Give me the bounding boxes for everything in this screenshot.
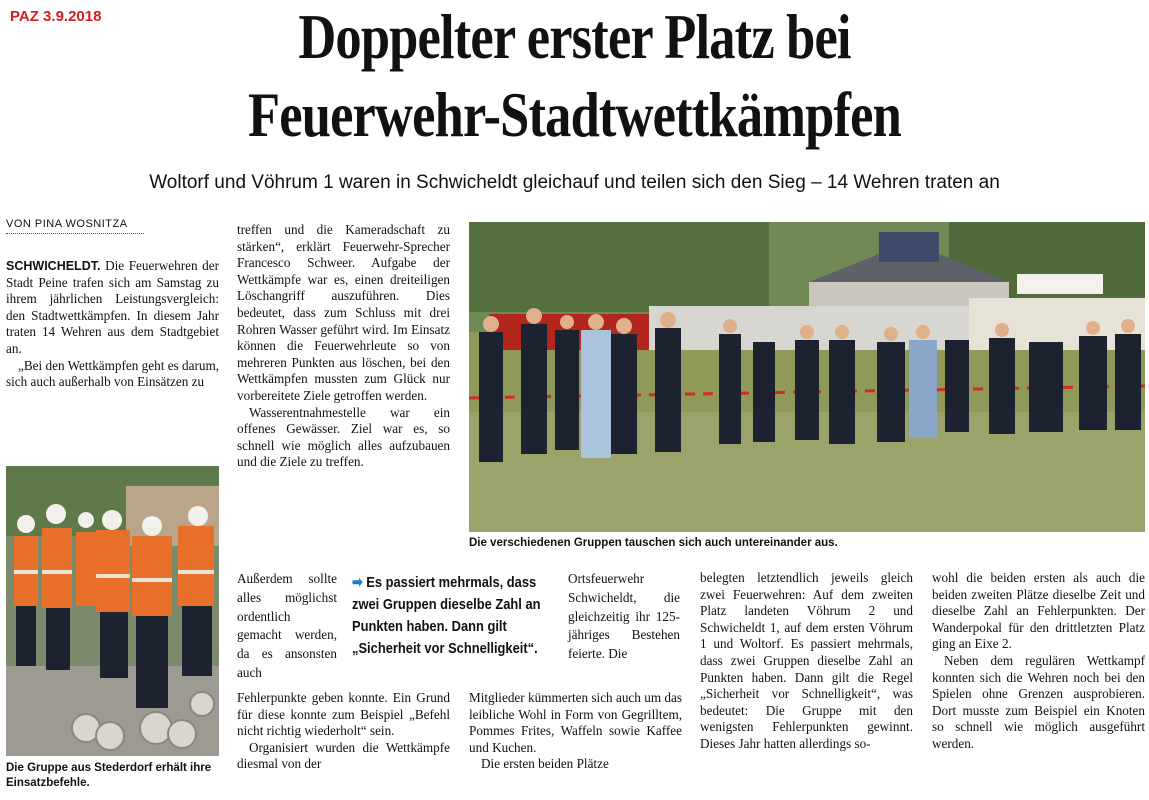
- pull-quote: [352, 572, 567, 660]
- col2-paragraph-1: treffen und die Kameradschaft zu stärken“, erklärt Feuerwehr-Sprecher Francesco Schweer. Aufgabe der Wettkämpfe war es, einen dreiteiligen Löschangriff auszuführen. Dies bedeutet, dass zum Schluss mit drei Rohren Wasser geführt wird. Im Einsatz können die Feuerwehrleute so von mehreren Punkten aus löschen, bei den Wettkämpfen mussten zum Glück nur vorbereitete Ziele getroffen werden.: [237, 222, 450, 403]
- source-label: PAZ 3.9.2018: [10, 8, 102, 25]
- col4-paragraph-1: belegten letztendlich jeweils gleich zwei Feuerwehren: Auf dem zweiten Platz landeten Vöhrum 2 und Schwicheldt 1, auf dem ersten Vöhrum 1 und Woltorf. Es passiert mehrmals, dass zwei Gruppen dieselbe Zahl an Punkten haben. Dann gilt die Regel „Sicherheit vor Schnelligkeit“, was bedeutet: Die Gruppe mit den wenigsten Fehlerpunkten gewinnt. Dieses Jahr hatten allerdings so-: [700, 570, 913, 751]
- caption-left-photo: Die Gruppe aus Stederdorf erhält ihre Einsatzbefehle.: [6, 762, 212, 789]
- col5-paragraph-1: wohl die beiden ersten als auch die beiden zweiten Plätze dieselbe Zeit und dieselbe Zahl an Fehlerpunkten. Der Wanderpokal für den drittletzten Platz ging an Eixe 2.: [932, 570, 1145, 652]
- column-1: [6, 258, 219, 391]
- photo-stederdorf-group: [6, 466, 219, 756]
- column-2: [237, 222, 450, 471]
- col1-paragraph-1: Die Feuerwehren der Stadt Peine trafen sich am Samstag zu ihrem jährlichen Leistungsvergleich: den Stadtwettkämpfen. In diesem Jahr traten 14 Wehren aus dem Stadtgebiet an.: [6, 258, 219, 356]
- subheadline: Woltorf und Vöhrum 1 waren in Schwicheldt gleichauf und teilen sich den Sieg – 14 Wehren traten an: [149, 172, 1000, 193]
- col2-paragraph-4: Organisiert wurden die Wettkämpfe diesmal von der: [237, 739, 450, 772]
- photo-fire-brigade-groups: [469, 222, 1145, 532]
- dateline: SCHWICHELDT.: [6, 259, 101, 273]
- caption-main-photo: Die verschiedenen Gruppen tauschen sich auch untereinander aus.: [469, 537, 838, 549]
- column-3-lower: [469, 690, 682, 773]
- byline: VON PINA WOSNITZA: [6, 218, 144, 234]
- photo-groups-image: [469, 222, 1145, 532]
- column-4: [700, 570, 913, 753]
- column-5: [932, 570, 1145, 753]
- headline-line2: Feuerwehr-Stadtwettkämpfen: [247, 79, 902, 150]
- col2-narrow-text: Außerdem sollte alles möglichst ordentlich gemacht werden, da es ansonsten auch: [237, 571, 337, 680]
- col3-narrow-text: Ortsfeuerwehr Schwicheldt, die gleichzeitig ihr 125-jähriges Bestehen feierte. Die: [568, 571, 680, 662]
- col2-paragraph-3: Fehlerpunkte geben konnte. Ein Grund für diese konnte zum Beispiel „Befehl nicht richtig wiederholt“ sein.: [237, 690, 450, 739]
- photo-stederdorf-image: [6, 466, 219, 756]
- col3-paragraph-1: Mitglieder kümmerten sich auch um das leibliche Wohl in Form von Gegrilltem, Pommes Frites, Waffeln sowie Kaffee und Kuchen.: [469, 690, 682, 755]
- col3-paragraph-2: Die ersten beiden Plätze: [481, 756, 609, 772]
- col5-paragraph-2: Neben dem regulären Wettkampf konnten sich die Wehren noch bei den Spielen ohne Grenzen ausprobieren. Dort musste zum Beispiel ein Knoten so schnell wie möglich ausgeführt werden.: [932, 652, 1145, 751]
- col1-paragraph-2: „Bei den Wettkämpfen geht es darum, sich auch außerhalb von Einsätzen zu: [6, 357, 219, 390]
- pull-quote-text: Es passiert mehrmals, dass zwei Gruppen dieselbe Zahl an Punkten haben. Dann gilt „Sicherheit vor Schnelligkeit“.: [352, 574, 541, 657]
- col2-paragraph-2: Wasserentnahmestelle war ein offenes Gewässer. Ziel war es, so schnell wie möglich alles aufzubauen und die Ziele zu treffen.: [237, 404, 450, 470]
- headline-line1: Doppelter erster Platz bei: [298, 1, 851, 72]
- column-2-lower: [237, 690, 450, 773]
- arrow-right-icon: ➡: [352, 574, 363, 591]
